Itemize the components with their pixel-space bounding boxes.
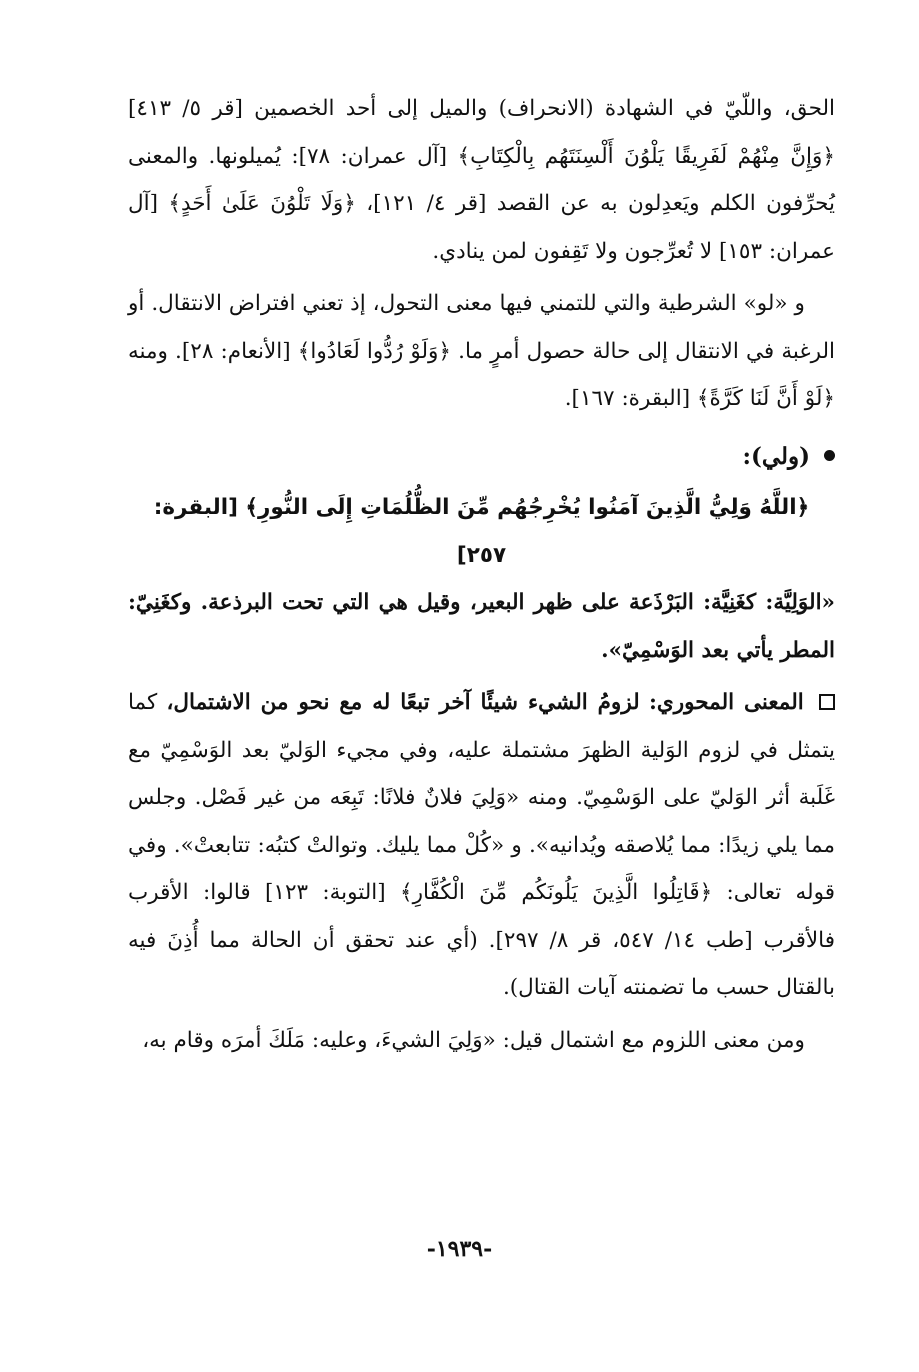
quran-verse-baqarah-257: ﴿اللَّهُ وَلِيُّ الَّذِينَ آمَنُوا يُخْرِجُهُم مِّنَ الظُّلُمَاتِ إِلَى النُّورِ﴾ [البقرة: ٢٥٧] [153, 495, 810, 568]
paragraph-lawa-deviation: الحق، واللّيّ في الشهادة (الانحراف) والميل إلى أحد الخصمين [قر ٥/ ٤١٣] ﴿وَإِنَّ مِنْهُمْ لَفَرِيقًا يَلْوُنَ أَلْسِنَتَهُم بِالْكِتَابِ﴾ [آل عمران: ٧٨]: يُميلونها. والمعنى يُحرِّفون الكلم ويَعدِلون به عن القصد [قر ٤/ ١٢١]، ﴿وَلَا تَلْوُنَ عَلَىٰ أَحَدٍ﴾ [آل عمران: ١٥٣] لا تُعرِّجون ولا تَقِفون لمن ينادي. [128, 96, 836, 264]
page-body [128, 85, 835, 1064]
page-number: -١٩٣٩- [426, 1236, 493, 1262]
core-meaning-text: لزومُ الشيء شيئًا آخر تبعًا له مع نحو من الاشتمال، [166, 690, 640, 715]
paragraph-lazum-ishtimal: ومن معنى اللزوم مع اشتمال قيل: «وَلِيَ الشيءَ، وعليه: مَلَكَ أمرَه وقام به، [142, 1027, 805, 1053]
bullet-icon [824, 450, 835, 461]
core-meaning-label: المعنى المحوري: [649, 690, 804, 715]
core-meaning-paragraph [128, 679, 835, 1012]
paragraph-law-conditional: و «لو» الشرطية والتي للتمني فيها معنى التحول، إذ تعني افتراض الانتقال. أو الرغبة في الانتقال إلى حالة حصول أمرٍ ما. ﴿وَلَوْ رُدُّوا لَعَادُوا﴾ [الأنعام: ٢٨]. ومنه ﴿لَوْ أَنَّ لَنَا كَرَّةً﴾ [البقرة: ١٦٧]. [128, 291, 835, 411]
square-box-icon [819, 694, 835, 710]
entry-heading-text: (ولي): [742, 442, 810, 470]
core-meaning-explanation: كما يتمثل في لزوم الوَلية الظهرَ مشتملة عليه، وفي مجيء الوَليّ بعد الوَسْمِيّ مع غَلَبة أثر الوَليّ على الوَسْمِيّ. ومنه «وَلِيَ فلانٌ فلانًا: تَبِعَه من غير فَصْل. وجلس مما يلي زيدًا: مما يُلاصقه ويُدانيه». و «كُلْ مما يليك. وتوالتْ كتبُه: تتابعتْ». وفي قوله تعالى: ﴿قَاتِلُوا الَّذِينَ يَلُونَكُم مِّنَ الْكُفَّارِ﴾ [التوبة: ١٢٣] قالوا: الأقرب فالأقرب [طب ١٤/ ٥٤٧، قر ٨/ ٢٩٧]. (أي عند تحقق أن الحالة مما أُذِنَ فيه بالقتال حسب ما تضمنته آيات القتال). [128, 690, 835, 1000]
lexical-definition: «الوَلِيَّة: كغَنِيَّة: البَرْذَعة على ظهر البعير، وقيل هي التي تحت البرذعة. وكغَنِيّ: المطر يأتي بعد الوَسْمِيّ». [128, 590, 835, 663]
entry-heading [128, 433, 835, 481]
